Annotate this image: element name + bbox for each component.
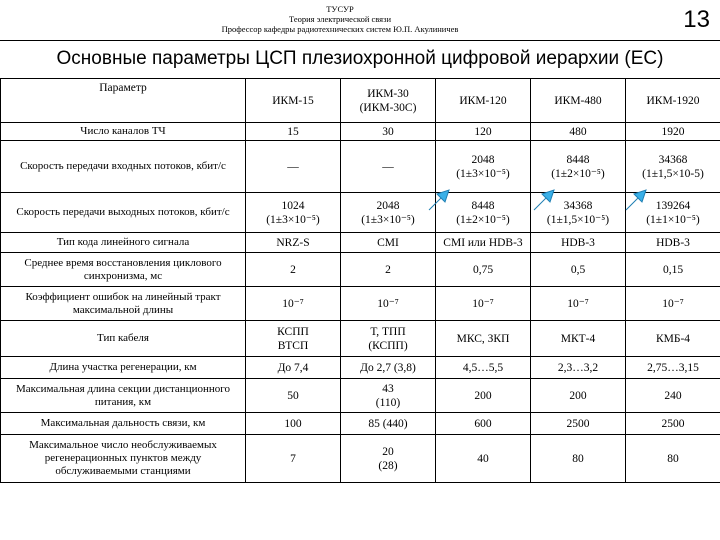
table-cell: 200	[436, 379, 531, 413]
row-label: Длина участка регенерации, км	[1, 357, 246, 379]
table-header-row	[1, 79, 720, 123]
arrow-icon	[425, 188, 451, 214]
table-cell: 43 (110)	[341, 379, 436, 413]
table-cell: 139264 (1±1×10⁻⁵)	[626, 193, 720, 233]
table-cell: 40	[436, 435, 531, 483]
table-cell: 0,75	[436, 253, 531, 287]
header-divider	[0, 40, 720, 41]
table-row	[1, 379, 720, 413]
table-row	[1, 321, 720, 357]
table-cell: NRZ-S	[246, 233, 341, 253]
table-cell: 2	[341, 253, 436, 287]
table-cell: 30	[341, 123, 436, 141]
column-header: ИКМ-480	[531, 79, 626, 123]
table-row	[1, 287, 720, 321]
table-cell: 1920	[626, 123, 720, 141]
row-label: Скорость передачи выходных потоков, кбит/с	[1, 193, 246, 233]
table-row	[1, 435, 720, 483]
table-cell: 480	[531, 123, 626, 141]
parameters-table	[0, 78, 720, 483]
table-cell: CMI или HDB-3	[436, 233, 531, 253]
table-cell: 100	[246, 413, 341, 435]
column-header: ИКМ-120	[436, 79, 531, 123]
table-cell: HDB-3	[531, 233, 626, 253]
table-cell: —	[341, 141, 436, 193]
row-label: Скорость передачи входных потоков, кбит/с	[1, 141, 246, 193]
table-cell: 2500	[626, 413, 720, 435]
table-cell: 2,75…3,15	[626, 357, 720, 379]
table-cell: Т, ТПП (КСПП)	[341, 321, 436, 357]
table-cell: 8448 (1±2×10⁻⁵)	[531, 141, 626, 193]
table-cell: 85 (440)	[341, 413, 436, 435]
table-cell: КСПП ВТСП	[246, 321, 341, 357]
table-cell: КМБ-4	[626, 321, 720, 357]
slide-title: Основные параметры ЦСП плезиохронной цифровой иерархии (ЕС)	[56, 48, 664, 69]
arrow-icon	[622, 188, 648, 214]
row-label: Максимальное число необслуживаемых регенерационных пунктов между обслуживаемыми станциями	[1, 435, 246, 483]
table-cell: МКТ-4	[531, 321, 626, 357]
table-cell: 120	[436, 123, 531, 141]
table-cell: МКС, ЗКП	[436, 321, 531, 357]
table-cell: 50	[246, 379, 341, 413]
header-university: ТУСУР	[326, 4, 354, 14]
table-cell: 2048 (1±3×10⁻⁵)	[436, 141, 531, 193]
table-cell: HDB-3	[626, 233, 720, 253]
row-label: Коэффициент ошибок на линейный тракт максимальной длины	[1, 287, 246, 321]
table-cell: 34368 (1±1,5×10⁻⁵)	[531, 193, 626, 233]
table-cell: 0,5	[531, 253, 626, 287]
table-row	[1, 123, 720, 141]
row-label: Максимальная дальность связи, км	[1, 413, 246, 435]
table-row	[1, 413, 720, 435]
arrow-icon	[530, 188, 556, 214]
table-cell: 2,3…3,2	[531, 357, 626, 379]
table-cell: 10⁻⁷	[246, 287, 341, 321]
table-cell: 1024 (1±3×10⁻⁵)	[246, 193, 341, 233]
table-cell: 7	[246, 435, 341, 483]
table-cell: 80	[531, 435, 626, 483]
table-cell: 15	[246, 123, 341, 141]
table-cell: 2048 (1±3×10⁻⁵)	[341, 193, 436, 233]
table-cell: 10⁻⁷	[531, 287, 626, 321]
table-cell: 10⁻⁷	[626, 287, 720, 321]
table-cell: 600	[436, 413, 531, 435]
table-cell: 20 (28)	[341, 435, 436, 483]
table-cell: До 7,4	[246, 357, 341, 379]
row-label: Среднее время восстановления циклового синхронизма, мс	[1, 253, 246, 287]
slide-header	[0, 0, 720, 44]
column-header: ИКМ-15	[246, 79, 341, 123]
table-cell: 200	[531, 379, 626, 413]
header-text	[140, 4, 540, 34]
table-cell: 34368 (1±1,5×10-5)	[626, 141, 720, 193]
table-cell: 8448 (1±2×10⁻⁵)	[436, 193, 531, 233]
table-cell: 0,15	[626, 253, 720, 287]
table-cell: 2	[246, 253, 341, 287]
row-label: Число каналов ТЧ	[1, 123, 246, 141]
table-row	[1, 193, 720, 233]
table-cell: 10⁻⁷	[341, 287, 436, 321]
table-cell: 10⁻⁷	[436, 287, 531, 321]
table-row	[1, 253, 720, 287]
table-cell: —	[246, 141, 341, 193]
slide-number: 13	[683, 6, 710, 33]
header-course: Теория электрической связи	[288, 14, 391, 24]
column-header: ИКМ-1920	[626, 79, 720, 123]
header-author: Профессор кафедры радиотехнических систем Ю.П. Акулиничев	[221, 24, 459, 34]
row-label: Максимальная длина секции дистанционного питания, км	[1, 379, 246, 413]
table-row	[1, 141, 720, 193]
table-cell: 240	[626, 379, 720, 413]
table-cell: 2500	[531, 413, 626, 435]
row-label: Тип кода линейного сигнала	[1, 233, 246, 253]
table-cell: 80	[626, 435, 720, 483]
table-cell: CMI	[341, 233, 436, 253]
column-header: Параметр	[1, 79, 246, 123]
table-cell: 4,5…5,5	[436, 357, 531, 379]
table-row	[1, 233, 720, 253]
row-label: Тип кабеля	[1, 321, 246, 357]
table-row	[1, 357, 720, 379]
column-header: ИКМ-30 (ИКМ-30С)	[341, 79, 436, 123]
table-cell: До 2,7 (3,8)	[341, 357, 436, 379]
